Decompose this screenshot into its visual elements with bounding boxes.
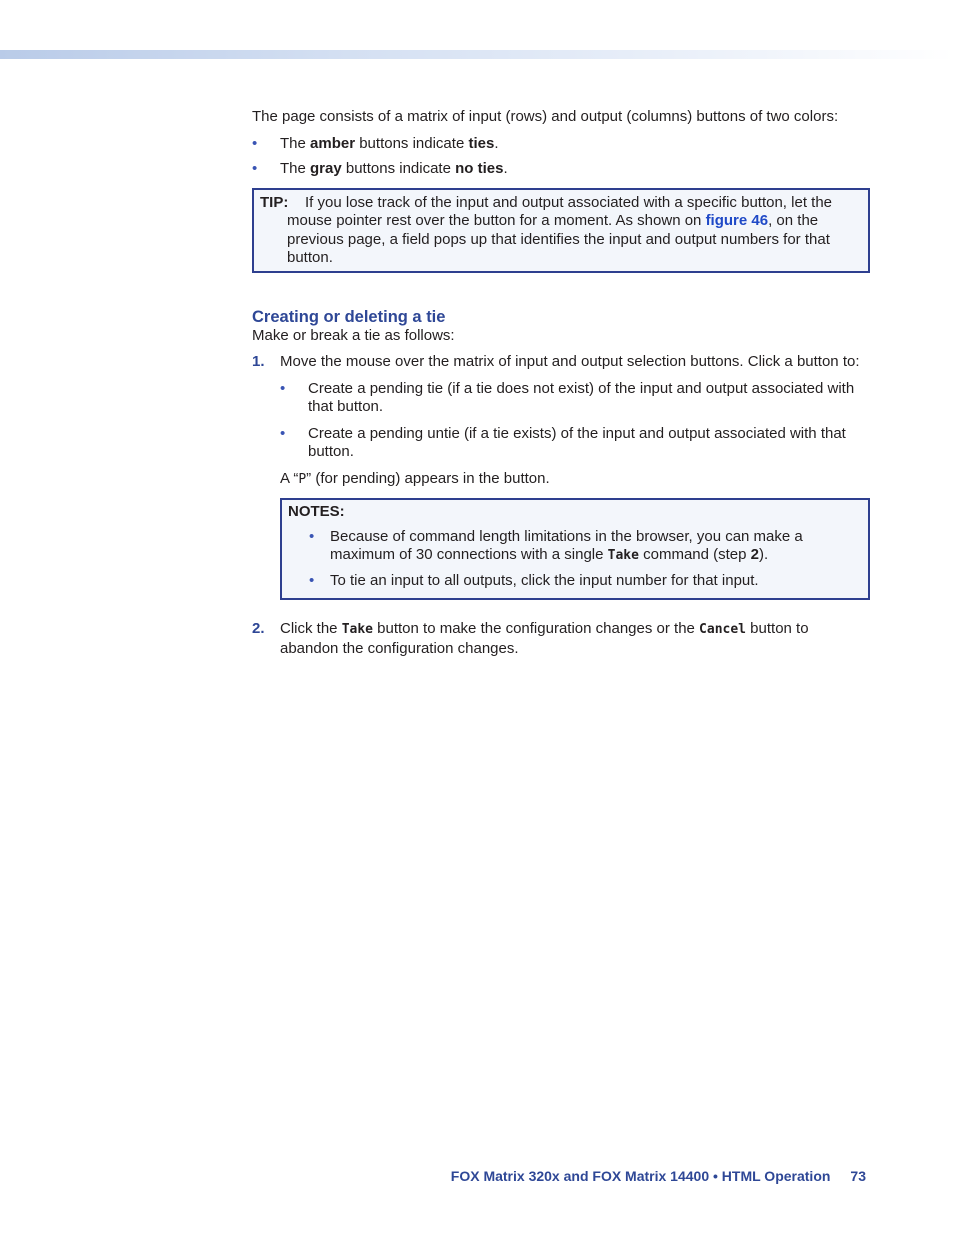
take-code: Take <box>341 622 373 637</box>
intro-paragraph: The page consists of a matrix of input (rows) and output (columns) buttons of two colors: <box>252 108 839 125</box>
tip-text: TIP: If you lose track of the input and output associated with a specific button, let the mouse pointer rest over the button for a moment. As shown on figure 46, on the previous page, a field pops up that identifies the input and output numbers for that button. <box>260 193 833 266</box>
color-meaning: ties <box>468 134 495 152</box>
step-reference: 2 <box>750 546 760 563</box>
list-item: • Because of command length limitations in the browser, you can make a maximum of 30 connections with a single Take command (step 2). <box>309 527 803 563</box>
notes-list <box>288 528 862 591</box>
color-meaning: no ties <box>455 160 504 177</box>
bullet-icon: • <box>280 424 286 442</box>
tip-box <box>252 188 870 273</box>
bullet-icon: • <box>309 527 315 545</box>
step-1-bullets <box>280 380 870 462</box>
color-name: amber <box>310 134 356 152</box>
section-heading: Creating or deleting a tie <box>252 307 446 326</box>
pending-note: A “P” (for pending) appears in the button. <box>280 469 550 487</box>
list-item: • Create a pending tie (if a tie does not exist) of the input and output associated with that button. <box>280 379 855 415</box>
bullet-icon: • <box>280 379 286 397</box>
list-item: • Create a pending untie (if a tie exists) of the input and output associated with that button. <box>280 424 846 460</box>
step-text: Move the mouse over the matrix of input and output selection buttons. Click a button to: <box>280 353 860 370</box>
list-item: • The amber buttons indicate ties. <box>252 134 499 152</box>
pending-code: P <box>298 471 307 487</box>
page-content <box>252 108 870 658</box>
bullet-icon: • <box>252 160 258 177</box>
color-name: gray <box>310 160 342 177</box>
cancel-code: Cancel <box>699 622 747 637</box>
steps-list <box>252 353 870 658</box>
header-gradient-bar <box>0 50 954 59</box>
bullet-icon: • <box>252 134 258 152</box>
take-code: Take <box>607 548 639 563</box>
notes-box <box>280 498 870 600</box>
figure-46-link[interactable]: figure 46 <box>705 212 769 229</box>
step-text: Click the Take button to make the configuration changes or the Cancel button to abandon the configuration changes. <box>280 620 809 657</box>
color-bullet-list <box>252 135 870 179</box>
tip-label: TIP: <box>260 193 289 211</box>
step-2 <box>252 620 870 658</box>
list-item: • The gray buttons indicate no ties. <box>252 160 508 177</box>
notes-title: NOTES: <box>288 503 345 520</box>
step-number: 1. <box>252 353 265 370</box>
page-number: 73 <box>850 1168 866 1184</box>
step-number: 2. <box>252 620 265 637</box>
section-intro: Make or break a tie as follows: <box>252 326 455 344</box>
footer-title: FOX Matrix 320x and FOX Matrix 14400 • HTML Operation <box>450 1168 831 1184</box>
step-1 <box>252 353 870 600</box>
list-item: • To tie an input to all outputs, click the input number for that input. <box>309 571 759 589</box>
page-footer <box>420 1167 866 1186</box>
bullet-icon: • <box>309 571 315 589</box>
